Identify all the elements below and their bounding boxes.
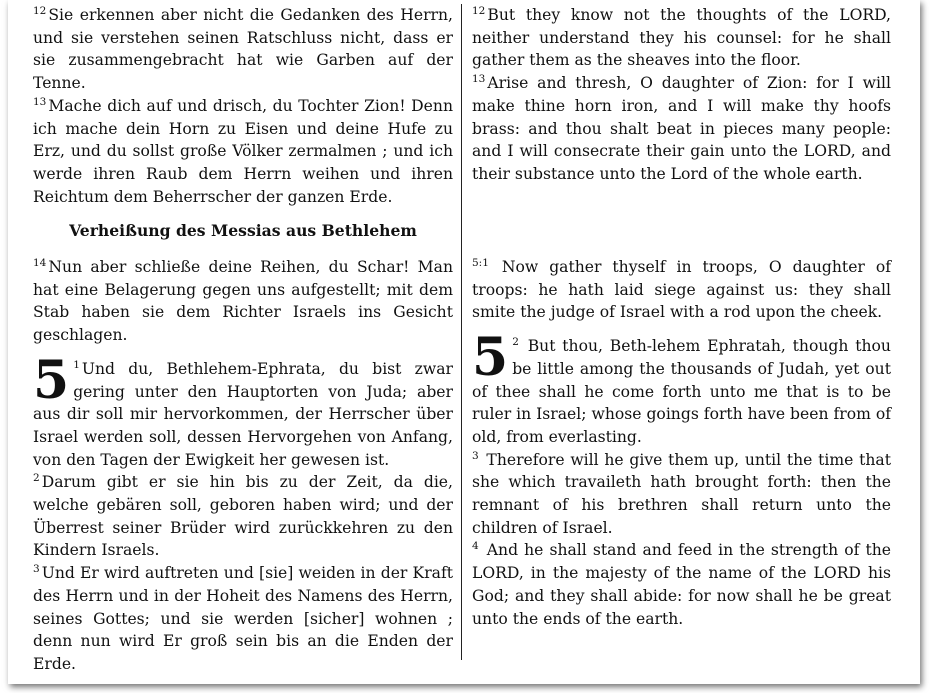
verse-number: 4 (472, 540, 479, 553)
verse-text: And he shall stand and feed in the strength of the LORD, in the majesty of the name of the LORD his God; and they shall abide: for now shall he be great unto the ends of the earth. (472, 541, 891, 628)
verse-text: Arise and thresh, O daughter of Zion: for I will make thine horn iron, and I will make thy hoofs brass: and thou shalt beat in pieces many people: and I will consecrate their gain unto the LORD, and their substance unto the Lord of the whole earth. (472, 74, 891, 183)
verse-text: Therefore will he give them up, until the time that she which travaileth hath brought forth: then the remnant of his brethren shall return unto the children of Israel. (472, 450, 891, 537)
verse-14-de (33, 256, 453, 347)
verse-number: 13 (472, 73, 486, 86)
verse-number: 12 (33, 5, 47, 17)
chapter-number: 5 (472, 327, 509, 389)
verse-5-1-en (472, 256, 891, 324)
verse-number: 3 (472, 449, 479, 462)
verse-13-de (33, 95, 453, 209)
verse-text: Mache dich auf und drisch, du Tochter Zion! Denn ich mache dein Horn zu Eisen und deine Hufe zu Erz, und du sollst große Völker zermalmen ; und ich werde ihren Raub dem Herrn weihen und ihren Reichtum dem Beherrscher der ganzen Erde. (33, 96, 453, 206)
verse-text: Und Er wird auftreten und [sie] weiden in der Kraft des Herrn und in der Hoheit des Namens des Herrn, seines Gottes; und sie werden [sicher] wohnen ; denn nun wird Er groß sein bis an die Enden der Erde. (33, 564, 453, 673)
verse-text: But thou, Beth-lehem Ephratah, though thou be little among the thousands of Judah, yet out of thee shall he come forth unto me that is to be ruler in Israel; whose goings forth have been from of old, from everlasting. (472, 337, 891, 446)
verse-text: Und du, Bethlehem-Ephrata, du bist zwar gering unter den Hauptorten von Juda; aber aus dir soll mir hervorkommen, der Herrscher über Israel werden soll, dessen Hervorgehen von Anfang, von den Tagen der Ewigkeit her gewesen ist. (33, 359, 453, 469)
verse-number: 1 (73, 358, 80, 371)
verse-number: 14 (33, 257, 47, 269)
english-lower-block (472, 256, 891, 630)
verse-3-en (472, 449, 891, 540)
verse-13-en (472, 72, 891, 186)
verse-1-de (33, 349, 453, 472)
verse-3-de (33, 562, 453, 676)
verse-number: 2 (33, 472, 40, 485)
column-divider (461, 4, 462, 660)
german-column (33, 4, 453, 673)
document-page (8, 0, 920, 684)
english-column (472, 4, 891, 628)
verse-number: 13 (33, 95, 47, 108)
verse-text: Now gather thyself in troops, O daughter of troops: he hath laid siege against us: they shall smite the judge of Israel with a rod upon the cheek. (472, 258, 891, 322)
german-lower-block (33, 256, 453, 676)
verse-4-en (472, 539, 891, 630)
verse-2-de (33, 471, 453, 562)
verse-number: 12 (472, 5, 486, 17)
verse-number: 5:1 (472, 257, 489, 269)
verse-12-de (33, 4, 453, 95)
verse-12-en (472, 4, 891, 72)
section-heading: Verheißung des Messias aus Bethlehem (69, 221, 417, 240)
verse-text: Nun aber schließe deine Reihen, du Schar! Man hat eine Belagerung gegen uns aufgestellt; mit dem Stab haben sie dem Richter Israels ins Gesicht geschlagen. (33, 258, 453, 345)
verse-number: 3 (33, 563, 40, 576)
verse-text: Darum gibt er sie hin bis zu der Zeit, da die, welche gebären soll, geboren haben wird; und der Überrest seiner Brüder wird zurückkehren zu den Kindern Israels. (33, 473, 453, 560)
verse-number: 2 (512, 336, 519, 349)
chapter-number: 5 (33, 349, 70, 411)
verse-text: Sie erkennen aber nicht die Gedanken des Herrn, und sie verstehen seinen Ratschluss nicht, dass er sie zusammengebracht hat wie Garben auf der Tenne. (33, 6, 453, 93)
verse-text: But they know not the thoughts of the LORD, neither understand they his counsel: for he shall gather them as the sheaves into the floor. (472, 6, 891, 70)
verse-2-en (472, 327, 891, 449)
